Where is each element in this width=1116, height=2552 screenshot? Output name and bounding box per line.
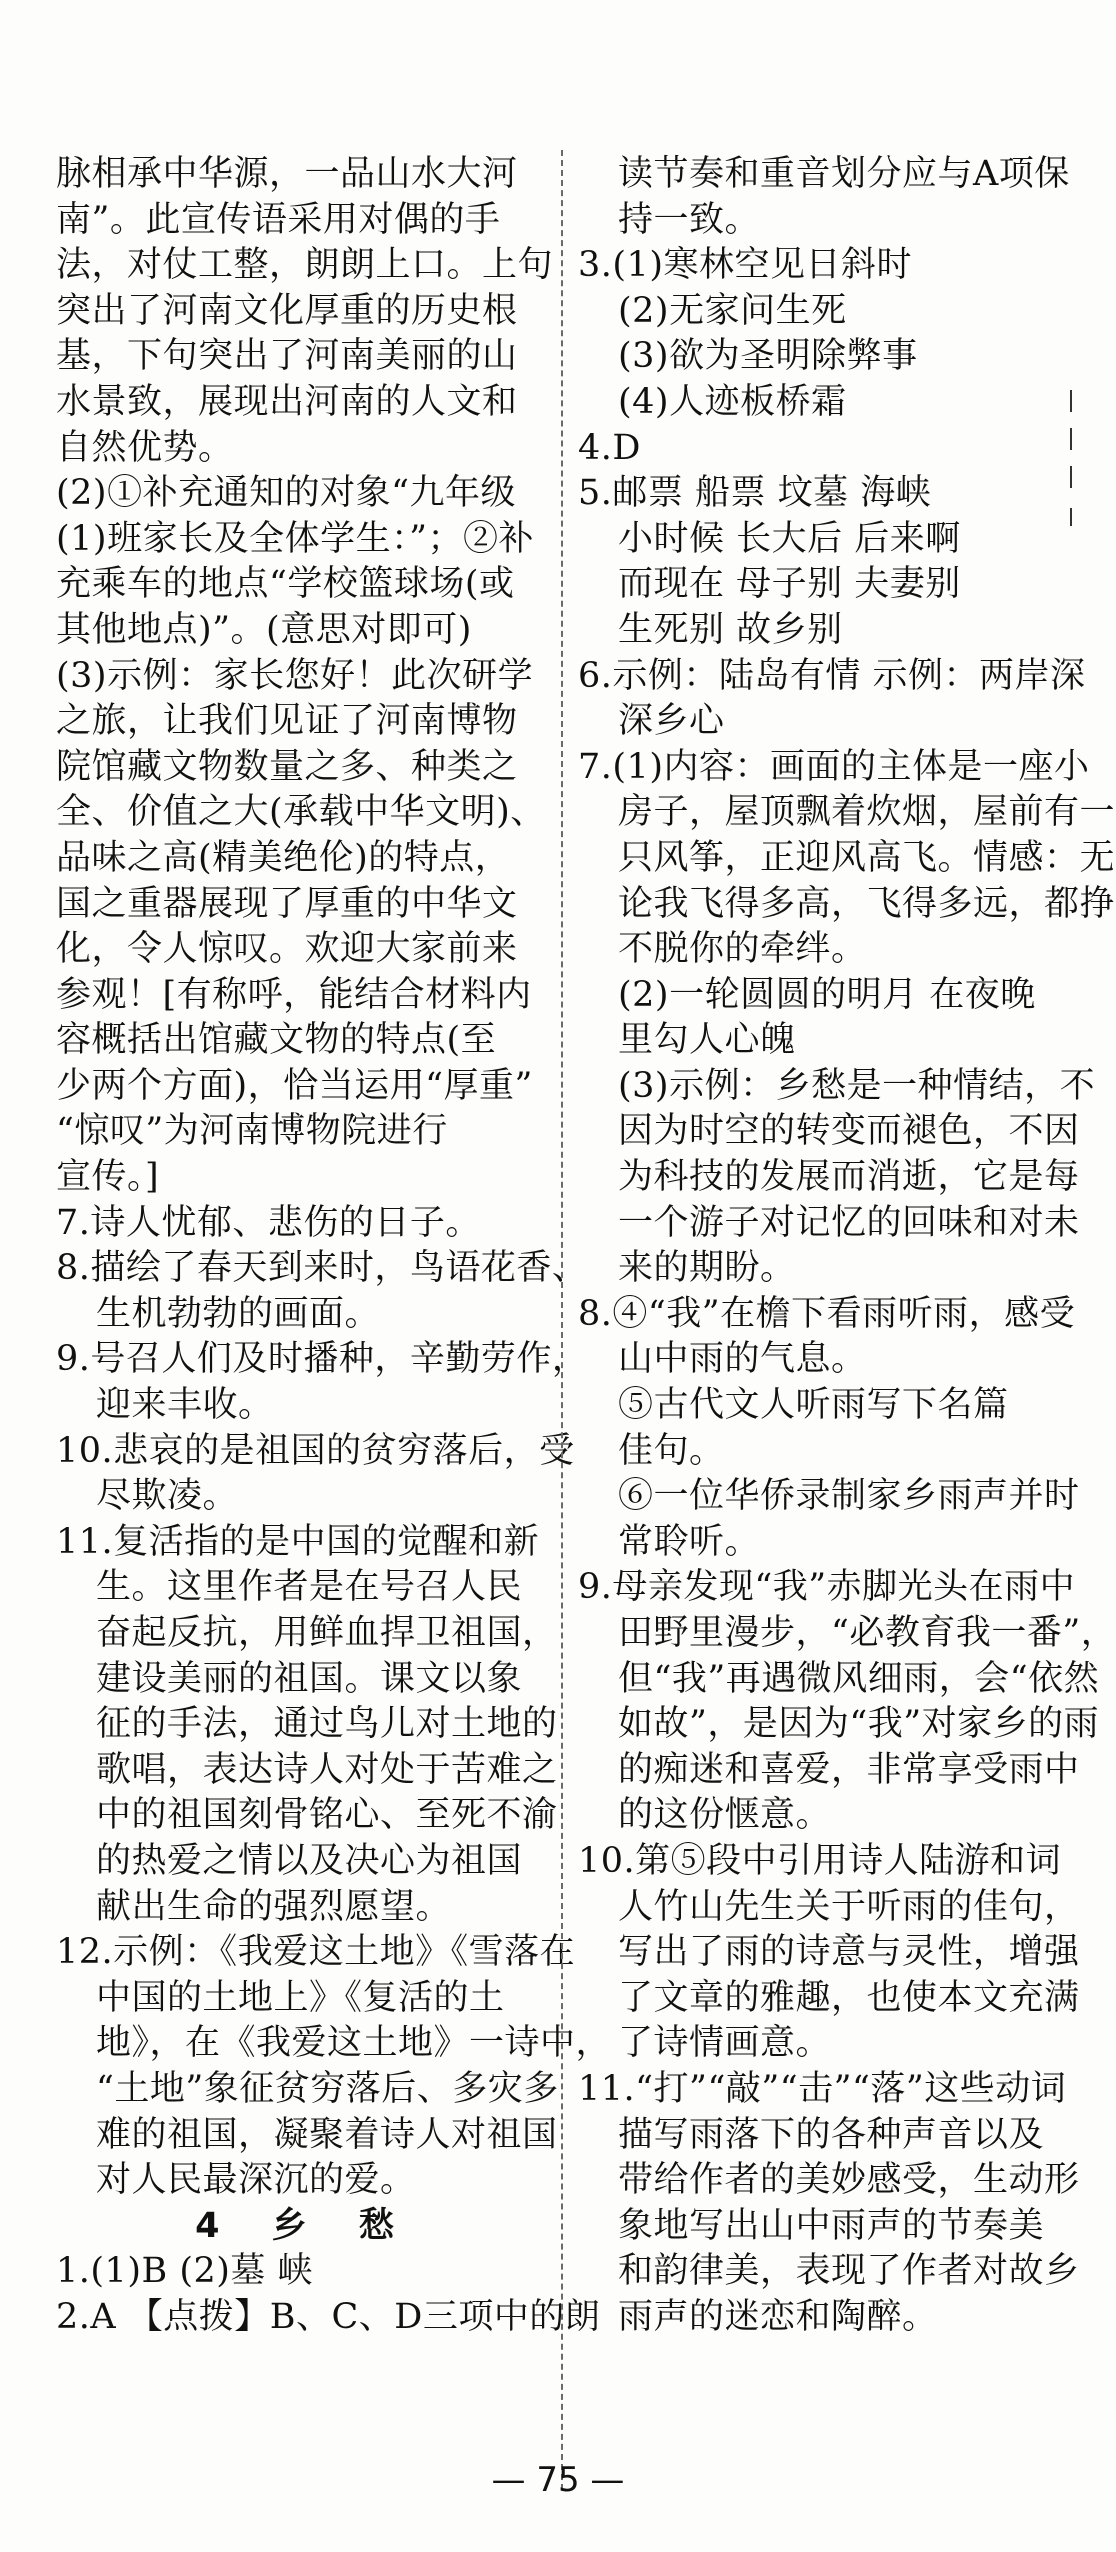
text-line: 国之重器展现了厚重的中华文: [56, 883, 518, 924]
margin-mark: [1070, 508, 1072, 526]
text-line: 8.④“我”在檐下看雨听雨，感受: [578, 1293, 1076, 1334]
text-line: 11.复活指的是中国的觉醒和新: [56, 1521, 540, 1562]
text-line: 水景致，展现出河南的人文和: [56, 381, 518, 422]
text-line: 5.邮票 船票 坟墓 海峡: [578, 473, 932, 514]
text-line: ⑤古代文人听雨写下名篇: [618, 1385, 1009, 1426]
text-line: 参观！[有称呼，能结合材料内: [56, 974, 532, 1015]
text-line: 了诗情画意。: [618, 2023, 832, 2064]
text-line: (1)班家长及全体学生：”；②补: [56, 518, 534, 559]
text-line: 10.第⑤段中引用诗人陆游和词: [578, 1840, 1062, 1881]
text-line: 中的祖国刻骨铭心、至死不渝: [96, 1795, 558, 1836]
text-line: ⑥一位华侨录制家乡雨声并时: [618, 1476, 1080, 1517]
text-line: 宣传。]: [56, 1157, 160, 1198]
text-line: 中国的土地上》《复活的土: [96, 1977, 505, 2018]
text-line: 难的祖国，凝聚着诗人对祖国: [96, 2114, 558, 2155]
text-line: 自然优势。: [56, 427, 234, 468]
text-line: “土地”象征贫穷落后、多灾多: [96, 2068, 559, 2109]
text-line: 全、价值之大(承载中华文明)、: [56, 792, 546, 833]
page-number: — 75 —: [491, 2460, 625, 2500]
text-line: 3.(1)寒林空见日斜时: [578, 245, 912, 286]
text-line: 院馆藏文物数量之多、种类之: [56, 746, 518, 787]
text-line: 人竹山先生关于听雨的佳句，: [618, 1886, 1080, 1927]
text-line: (3)欲为圣明除弊事: [618, 336, 918, 377]
text-line: 11.“打”“敲”“击”“落”这些动词: [578, 2068, 1067, 2109]
margin-mark: [1070, 466, 1072, 488]
text-line: 佳句。: [618, 1430, 725, 1471]
text-line: 的痴迷和喜爱，非常享受雨中: [618, 1749, 1080, 1790]
text-line: 象地写出山中雨声的节奏美: [618, 2205, 1045, 2246]
text-line: 9.母亲发现“我”赤脚光头在雨中: [578, 1567, 1076, 1608]
text-line: 6.示例：陆岛有情 示例：两岸深: [578, 655, 1086, 696]
text-line: (2)一轮圆圆的明月 在夜晚: [618, 974, 1036, 1015]
text-line: 和韵律美，表现了作者对故乡: [618, 2251, 1080, 2292]
text-line: 法，对仗工整，朗朗上口。上句: [56, 245, 554, 286]
text-line: 少两个方面)，恰当运用“厚重”: [56, 1065, 533, 1106]
text-line: 地》，在《我爱这土地》一诗中，: [96, 2023, 612, 2064]
text-line: 化，令人惊叹。欢迎大家前来: [56, 929, 518, 970]
text-line: 而现在 母子别 夫妻别: [618, 564, 961, 605]
text-line: 之旅，让我们见证了河南博物: [56, 701, 518, 742]
text-line: 奋起反抗，用鲜血捍卫祖国，: [96, 1613, 558, 1653]
text-line: 8.描绘了春天到来时，鸟语花香、: [56, 1248, 588, 1289]
column-divider: [561, 150, 563, 2490]
margin-mark: [1070, 390, 1072, 412]
text-line: 小时候 长大后 后来啊: [618, 518, 961, 559]
text-line: 常聆听。: [618, 1521, 761, 1562]
text-line: 不脱你的牵绊。: [618, 929, 867, 970]
text-line: 尽欺凌。: [96, 1476, 239, 1517]
text-line: 描写雨落下的各种声音以及: [618, 2114, 1045, 2155]
text-line: 里勾人心魄: [618, 1020, 796, 1061]
text-line: 10.悲哀的是祖国的贫穷落后，受: [56, 1430, 575, 1471]
text-line: 如故”，是因为“我”对家乡的雨: [618, 1704, 1100, 1745]
text-line: 品味之高(精美绝伦)的特点，: [56, 837, 511, 878]
text-line: 基，下句突出了河南美丽的山: [56, 336, 518, 377]
text-line: 山中雨的气息。: [618, 1339, 867, 1380]
text-line: 其他地点)”。(意思对即可): [56, 609, 472, 650]
text-line: 9.号召人们及时播种，辛勤劳作，: [56, 1339, 588, 1380]
text-line: 容概括出馆藏文物的特点(至: [56, 1020, 497, 1061]
text-line: 一个游子对记忆的回味和对未: [618, 1202, 1080, 1243]
text-line: 建设美丽的祖国。课文以象: [96, 1658, 523, 1699]
text-line: 深乡心: [618, 701, 725, 742]
text-line: 了文章的雅趣，也使本文充满: [618, 1977, 1080, 2018]
text-line: 征的手法，通过鸟儿对土地的: [96, 1704, 558, 1745]
text-line: 写出了雨的诗意与灵性，增强: [618, 1932, 1080, 1973]
text-line: 7.诗人忧郁、悲伤的日子。: [56, 1202, 481, 1243]
text-line: 田野里漫步，“必教育我一番”，: [618, 1613, 1116, 1653]
text-line: 为科技的发展而消逝，它是每: [618, 1157, 1080, 1198]
text-line: 献出生命的强烈愿望。: [96, 1886, 452, 1927]
text-line: 只风筝，正迎风高飞。情感：无: [618, 837, 1116, 878]
right-column: [578, 152, 1116, 2341]
margin-mark: [1070, 428, 1072, 450]
text-line: 读节奏和重音划分应与A项保: [618, 154, 1070, 194]
text-line: 房子，屋顶飘着炊烟，屋前有一: [618, 792, 1116, 833]
text-line: 生机勃勃的画面。: [96, 1293, 381, 1334]
text-line: (3)示例：乡愁是一种情结，不: [618, 1065, 1096, 1106]
text-line: 12.示例：《我爱这土地》《雪落在: [56, 1932, 576, 1973]
text-line: 生死别 故乡别: [618, 609, 843, 650]
text-line: 充乘车的地点“学校篮球场(或: [56, 564, 515, 605]
text-line: (2)①补充通知的对象“九年级: [56, 473, 516, 514]
text-line: 歌唱，表达诗人对处于苦难之: [96, 1749, 558, 1790]
text-line: (3)示例：家长您好！此次研学: [56, 655, 534, 696]
text-line: 的这份惬意。: [618, 1795, 832, 1836]
text-line: 但“我”再遇微风细雨，会“依然: [618, 1658, 1100, 1699]
text-line: 对人民最深沉的爱。: [96, 2160, 416, 2201]
text-line: 持一致。: [618, 199, 761, 240]
text-line: 4.D: [578, 427, 641, 468]
text-line: 生。这里作者是在号召人民: [96, 1567, 523, 1608]
text-line: 突出了河南文化厚重的历史根: [56, 290, 518, 331]
text-line: 带给作者的美妙感受，生动形: [618, 2160, 1080, 2201]
text-line: 论我飞得多高，飞得多远，都挣: [618, 883, 1116, 924]
text-line: “惊叹”为河南博物院进行: [56, 1111, 448, 1152]
text-line: 脉相承中华源，一品山水大河: [56, 154, 518, 194]
text-line: 雨声的迷恋和陶醉。: [618, 2296, 938, 2337]
section-title: 4 乡 愁: [195, 2205, 414, 2246]
text-line: 7.(1)内容：画面的主体是一座小: [578, 746, 1090, 787]
text-line: 来的期盼。: [618, 1248, 796, 1289]
text-line: 南”。此宣传语采用对偶的手: [56, 199, 501, 240]
text-line: (2)无家问生死: [618, 290, 847, 331]
text-line: (4)人迹板桥霜: [618, 381, 847, 422]
text-line: 2.A 【点拨】B、C、D三项中的朗: [56, 2296, 601, 2337]
text-line: 1.(1)B (2)墓 峡: [56, 2251, 314, 2292]
text-line: 迎来丰收。: [96, 1385, 274, 1426]
text-line: 的热爱之情以及决心为祖国: [96, 1840, 523, 1881]
text-line: 因为时空的转变而褪色，不因: [618, 1111, 1080, 1152]
